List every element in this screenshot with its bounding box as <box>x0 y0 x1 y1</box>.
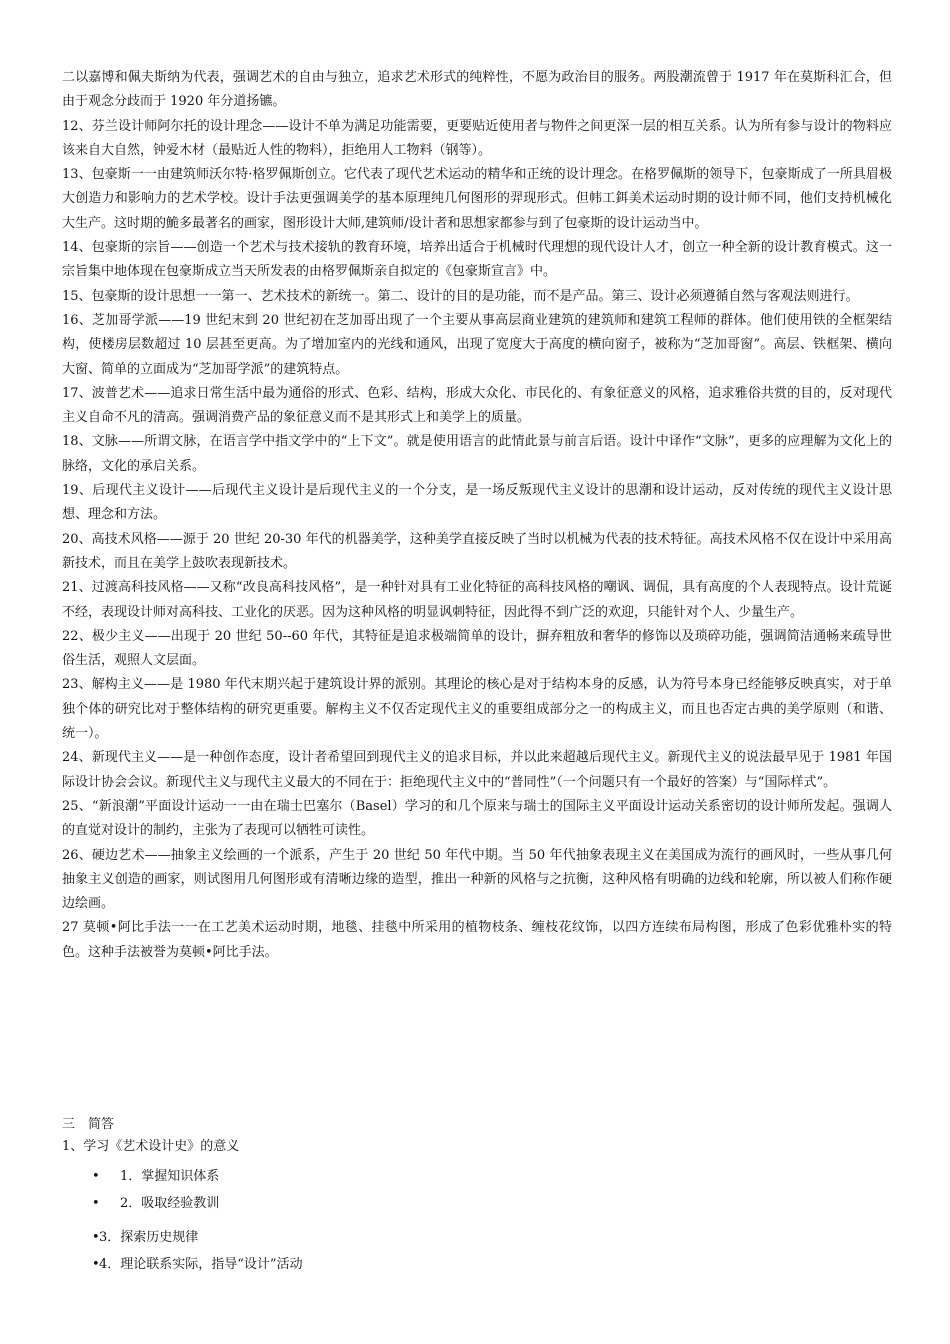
bullet-dot: • <box>92 1230 100 1245</box>
list-item-text: 3．探索历史规律 <box>99 1230 199 1245</box>
list-item <box>62 1254 892 1276</box>
entry-23-deconstructivism: 23、解构主义——是 1980 年代末期兴起于建筑设计界的派别。其理论的核心是对于结构本身的反感，认为符号本身已经能够反映真实，对于单独个体的研究比对于整体结构的研究更重要。解构主义不仅否定现代主义的重要组成部分之一的构成主义，而且也否定古典的美学原则（和谐、统一）。 <box>62 677 892 742</box>
question-1: 1、学习《艺术设计史》的意义 <box>62 1139 240 1154</box>
entry-27-morton-abby: 27 莫顿•阿比手法一一在工艺美术运动时期，地毯、挂毯中所采用的植物枝条、缠枝花纹饰，以四方连续布局构图，形成了色彩优雅朴实的特色。这种手法被誉为莫顿•阿比手法。 <box>62 920 892 960</box>
entry-25-new-wave: 25、“新浪潮”平面设计运动一一由在瑞士巴塞尔（Basel）学习的和几个原来与瑞士的国际主义平面设计运动关系密切的设计师所发起。强调人的直觉对设计的制约，主张为了表现可以牺牲可读性。 <box>62 798 892 839</box>
entry-16-chicago-school: 16、芝加哥学派——19 世纪末到 20 世纪初在芝加哥出现了一个主要从事高层商业建筑的建筑师和建筑工程师的群体。他们使用铁的全框架结构，使楼房层数超过 10 层甚至更高。为了增加室内的光线和通风，出现了宽度大于高度的横向窗子，被称为“芝加哥窗”。高层、铁框架、横向大窗、简单的立面成为“芝加哥学派”的建筑特点。 <box>62 312 892 377</box>
bullet-dot: • <box>92 1196 100 1211</box>
section-short-answer <box>62 1114 892 1276</box>
entry-13-bauhaus: 13、包豪斯一一由建筑师沃尔特·格罗佩斯创立。它代表了现代艺术运动的精华和正统的设计理念。在格罗佩斯的领导下，包豪斯成了一所具眉极大创造力和影响力的艺术学校。设计手法更强调美学的基本原理纯几何图形的羿现形式。但帏工鉺美术运动时期的设计师不同，他们支持机械化大生产。这时期的鮠多最著名的画家，图形设计大师,建筑师/设计者和思想家都参与到了包豪斯的设计运动当中。 <box>62 167 892 231</box>
entry-14-bauhaus-aim: 14、包豪斯的宗旨——创造一个艺术与技术接轨的教育环境，培养出适合于机械时代理想的现代设计人才，创立一种全新的设计教育模式。这一宗旨集中地体现在包豪斯成立当天所发表的由格罗佩斯亲自拟定的《包豪斯宣言》中。 <box>62 240 892 280</box>
bullet-dot: • <box>92 1257 100 1272</box>
entry-22-minimalism: 22、极少主义——出现于 20 世纪 50--60 年代，其特征是追求极端简单的设计，摒弃粗放和奢华的修饰以及琐碎功能，强调简洁通畅来疏导世俗生活，观照人文层面。 <box>62 628 892 669</box>
list-item <box>62 1166 892 1188</box>
list-item-text: 2．吸取经验教训 <box>120 1196 220 1211</box>
entry-12-aalto: 12、芬兰设计师阿尔托的设计理念——设计不单为满足功能需要，更要贴近使用者与物件之间更深一层的相互关系。认为所有参与设计的物料应该来自大自然，钟爱木材（最贴近人性的物料），拒绝用人工物料（钢等）。 <box>62 118 892 158</box>
entry-15-bauhaus-thought: 15、包豪斯的设计思想一一第一、艺术技术的新统一。第二、设计的目的是功能，而不是产品。第三、设计必须遵循自然与客观法则进行。 <box>62 288 859 304</box>
list-item-text: 4．理论联系实际，指导“设计”活动 <box>99 1257 303 1272</box>
entry-19-postmodern-design: 19、后现代主义设计——后现代主义设计是后现代主义的一个分支，是一场反叛现代主义设计的思潮和设计运动，反对传统的现代主义设计思想、理念和方法。 <box>62 483 892 523</box>
glossary-entries <box>62 66 892 965</box>
section-number: 三 <box>62 1117 76 1132</box>
list-item <box>62 1193 892 1215</box>
entry-21-transitional-high-tech: 21、过渡高科技风格——又称“改良高科技风格”，是一种针对具有工业化特征的高科技风格的嘲讽、调侃，具有高度的个人表现特点。设计荒诞不经，表现设计师对高科技、工业化的厌恶。因为这种风格的明显讽刺特征，因此得不到广泛的欢迎，只能针对个人、少量生产。 <box>62 580 892 620</box>
entry-26-hard-edge: 26、硬边艺术——抽象主义绘画的一个派系，产生于 20 世纪 50 年代中期。当 50 年代抽象表现主义在美国成为流行的画风时，一些从事几何抽象主义创造的画家，则试图用几何图形或有清晰边缘的造型，推出一种新的风格与之抗衡，这种风格有明确的边线和轮廓，所以被人们称作硬边绘画。 <box>62 847 892 912</box>
entry-continuation-constructivism: 二以嘉博和佩夫斯纳为代表，强调艺术的自由与独立，追求艺术形式的纯粹性，不愿为政治目的服务。两股潮流曾于 1917 年在莫斯科汇合，但由于观念分歧而于 1920 年分道扬镳。 <box>62 70 892 110</box>
bullet-dot: • <box>92 1169 100 1184</box>
entry-20-high-tech: 20、高技术风格——源于 20 世纪 20-30 年代的机器美学，这种美学直接反映了当时以机械为代表的技术特征。高技术风格不仅在设计中采用高新技术，而且在美学上鼓吹表现新技术。 <box>62 531 892 571</box>
entry-24-neo-modernism: 24、新现代主义——是一种创作态度，设计者希望回到现代主义的追求目标，并以此来超越后现代主义。新现代主义的说法最早见于 1981 年国际设计协会会议。新现代主义与现代主义最大的不同在于：拒绝现代主义中的“普同性”（一个问题只有一个最好的答案）与“国际样式”。 <box>62 750 892 790</box>
section-heading <box>62 1114 892 1135</box>
entry-18-context: 18、文脉——所谓文脉，在语言学中指文学中的“上下文”。就是使用语言的此情此景与前言后语。设计中译作“文脉”，更多的应理解为文化上的脉络，文化的承启关系。 <box>62 434 892 474</box>
list-item <box>62 1227 892 1249</box>
list-item-text: 1．掌握知识体系 <box>120 1169 220 1184</box>
entry-17-pop-art: 17、波普艺术——追求日常生活中最为通俗的形式、色彩、结构，形成大众化、市民化的、有象征意义的风格，追求雅俗共赏的目的，反对现代主义自命不凡的清高。强调消费产品的象征意义而不是其形式上和美学上的质量。 <box>62 385 892 426</box>
section-title: 简答 <box>88 1117 115 1132</box>
